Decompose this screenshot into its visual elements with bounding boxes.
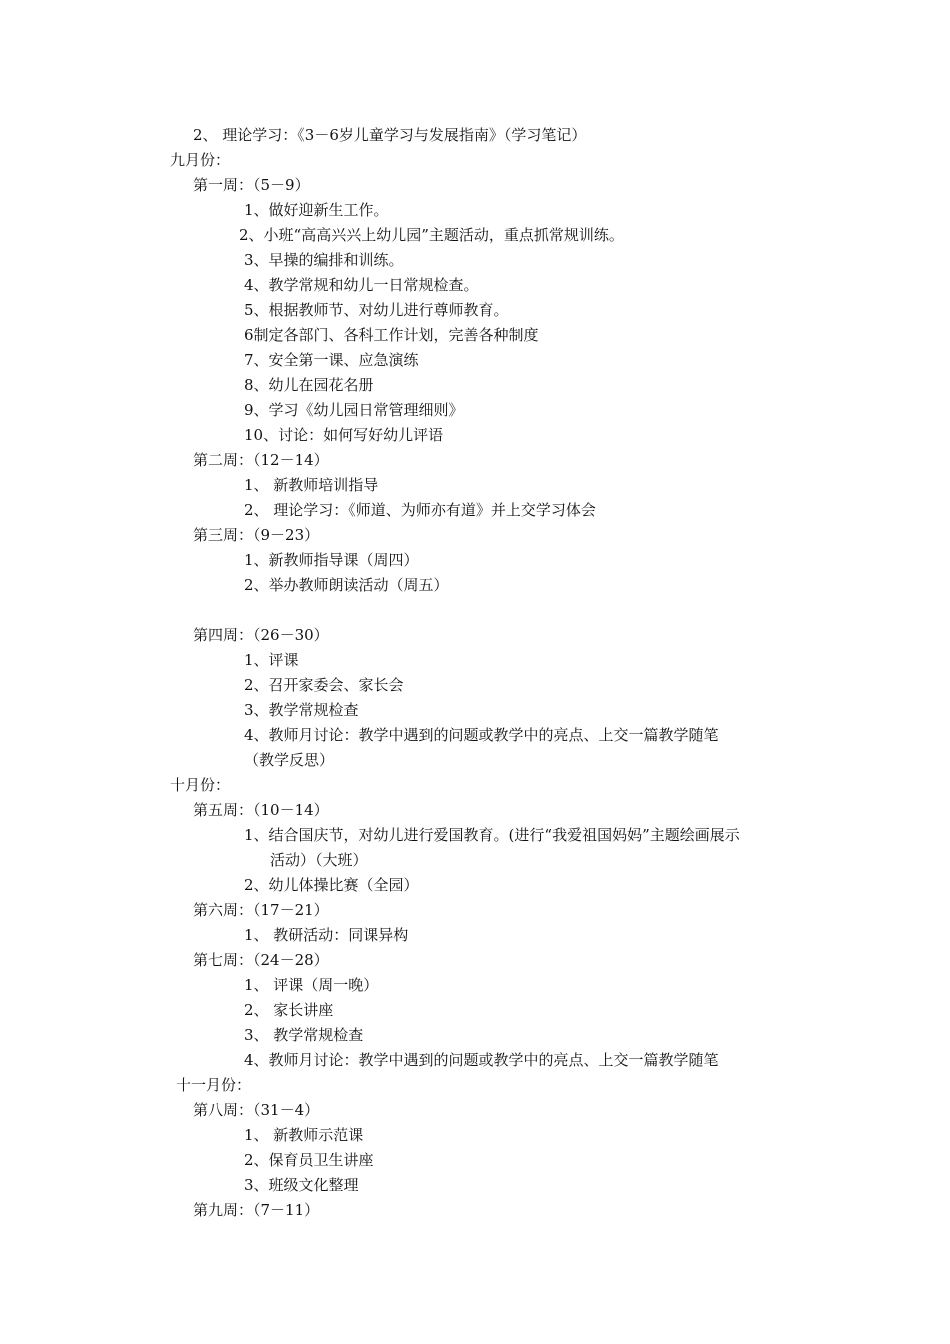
month-heading-september: 九月份： — [170, 151, 231, 169]
list-item: 5、根据教师节、对幼儿进行尊师教育。 — [244, 301, 509, 319]
list-item: 1、做好迎新生工作。 — [244, 201, 389, 219]
week-heading: 第六周：（17－21） — [193, 901, 329, 919]
list-item: 3、班级文化整理 — [244, 1176, 359, 1194]
list-item: 2、 家长讲座 — [244, 1001, 334, 1019]
month-heading-october: 十月份： — [170, 776, 231, 794]
list-item: 1、评课 — [244, 651, 299, 669]
month-heading-november: 十一月份： — [176, 1076, 252, 1094]
list-item: 1、结合国庆节，对幼儿进行爱国教育。(进行“我爱祖国妈妈”主题绘画展示 — [244, 826, 740, 844]
week-heading: 第九周：（7－11） — [193, 1201, 320, 1219]
list-item: 7、安全第一课、应急演练 — [244, 351, 419, 369]
list-item: 9、学习《幼儿园日常管理细则》 — [244, 401, 464, 419]
list-item: 2、幼儿体操比赛（全园） — [244, 876, 419, 894]
week-heading: 第一周：（5－9） — [193, 176, 310, 194]
list-item: 2、小班“高高兴兴上幼儿园”主题活动，重点抓常规训练。 — [239, 226, 624, 244]
list-item: 2、保育员卫生讲座 — [244, 1151, 374, 1169]
week-heading: 第七周：（24－28） — [193, 951, 329, 969]
list-item: 3、教学常规检查 — [244, 701, 359, 719]
list-item: 4、教师月讨论：教学中遇到的问题或教学中的亮点、上交一篇教学随笔 — [244, 1051, 719, 1069]
list-item: 1、 新教师示范课 — [244, 1126, 364, 1144]
week-heading: 第四周：（26－30） — [193, 626, 329, 644]
week-heading: 第五周：（10－14） — [193, 801, 329, 819]
list-item-continuation: （教学反思） — [244, 751, 335, 769]
week-heading: 第三周：（9－23） — [193, 526, 320, 544]
list-item-continuation: 活动）（大班） — [270, 851, 368, 869]
list-item: 10、讨论：如何写好幼儿评语 — [244, 426, 444, 444]
list-item: 2、 理论学习：《师道、为师亦有道》并上交学习体会 — [244, 501, 596, 519]
list-item: 6制定各部门、各科工作计划，完善各种制度 — [244, 326, 539, 344]
list-item: 4、教学常规和幼儿一日常规检查。 — [244, 276, 479, 294]
list-item: 1、 评课（周一晚） — [244, 976, 379, 994]
list-item: 3、 教学常规检查 — [244, 1026, 364, 1044]
list-item: 8、幼儿在园花名册 — [244, 376, 374, 394]
list-item: 4、教师月讨论：教学中遇到的问题或教学中的亮点、上交一篇教学随笔 — [244, 726, 719, 744]
list-item: 1、 教研活动：同课异构 — [244, 926, 409, 944]
list-item: 1、 新教师培训指导 — [244, 476, 379, 494]
list-item: 2、举办教师朗读活动（周五） — [244, 576, 449, 594]
week-heading: 第八周：（31－4） — [193, 1101, 320, 1119]
week-heading: 第二周：（12－14） — [193, 451, 329, 469]
theory-study-line: 2、 理论学习：《3－6岁儿童学习与发展指南》（学习笔记） — [193, 126, 587, 144]
list-item: 1、新教师指导课（周四） — [244, 551, 419, 569]
list-item: 3、早操的编排和训练。 — [244, 251, 404, 269]
list-item: 2、召开家委会、家长会 — [244, 676, 404, 694]
